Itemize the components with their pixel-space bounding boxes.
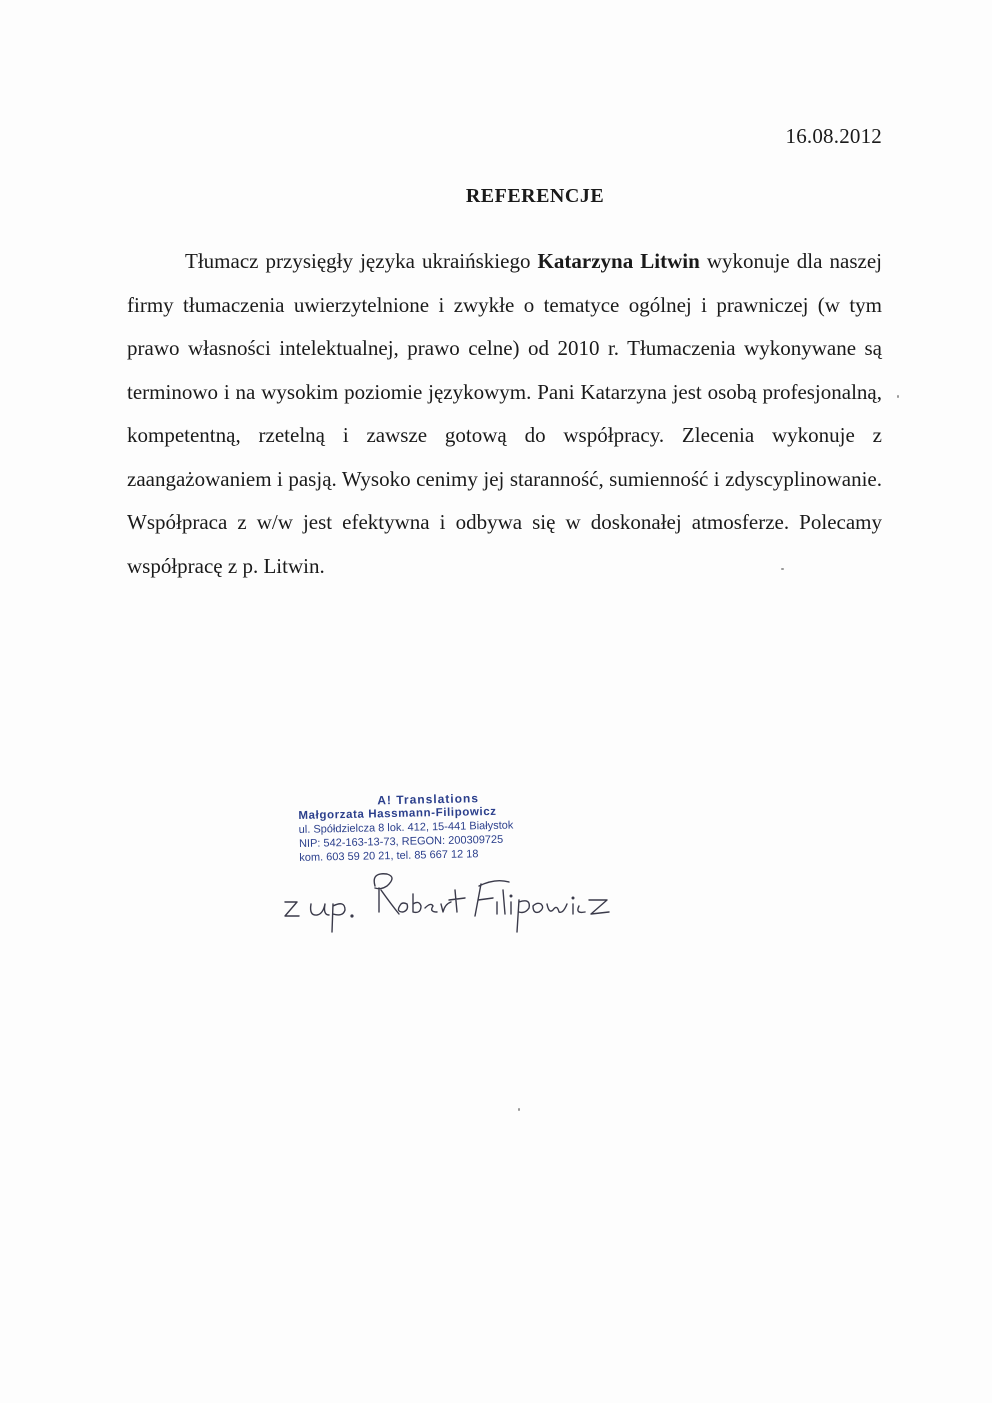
document-date: 16.08.2012 (785, 124, 882, 148)
stamp-company-name: A! Translations (377, 791, 480, 808)
stamp-address: ul. Spółdzielcza 8 lok. 412, 15-441 Białystok (298, 819, 514, 836)
stamp-ids: NIP: 542-163-13-73, REGON: 200309725 (298, 833, 504, 850)
handwritten-signature (275, 860, 635, 940)
body-text-part1: Tłumacz przysięgły języka ukraińskiego (185, 249, 538, 273)
stamp-owner-name: Małgorzata Hassmann-Filipowicz (298, 805, 497, 822)
translator-name: Katarzyna Litwin (537, 249, 700, 273)
paper-speck (781, 568, 784, 570)
body-text-part2: wykonuje dla naszej firmy tłumaczenia uwierzytelnione i zwykłe o tematyce ogólnej i prawniczej (w tym prawo własności intelektualnej, prawo celne) od 2010 r. Tłumaczenia wykonywane są terminowo i na wysokim poziomie językowym. Pani Katarzyna jest osobą profesjonalną, kompetentną, rzetelną i zawsze gotową do współpracy. Zlecenia wykonuje z zaangażowaniem i pasją. Wysoko cenimy jej staranność, sumienność i zdyscyplinowanie. Współpraca z w/w jest efektywna i odbywa się w doskonałej atmosferze. Polecamy współpracę z p. Litwin. (127, 249, 882, 578)
company-stamp (298, 790, 539, 865)
signature-drawing (275, 860, 635, 940)
reference-body (127, 240, 882, 588)
stamp-phones: kom. 603 59 20 21, tel. 85 667 12 18 (299, 848, 479, 864)
paper-speck (518, 1108, 520, 1111)
document-title: REFERENCJE (465, 185, 605, 207)
paper-speck (897, 395, 899, 398)
